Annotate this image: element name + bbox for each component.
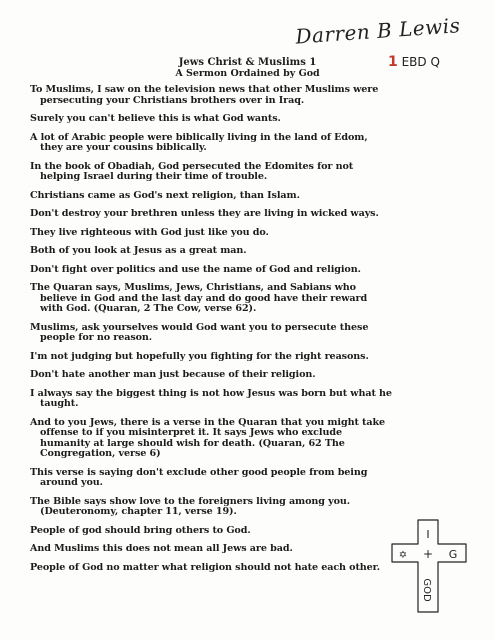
handwritten-signature: Darren B Lewis	[294, 13, 462, 49]
document-code: EBD Q	[401, 55, 440, 69]
paragraph: I always say the biggest thing is not how Jesus was born but what he taught.	[30, 387, 392, 409]
paragraph: Don't hate another man just because of their religion.	[30, 369, 316, 380]
cross-center-plus: +	[422, 547, 434, 561]
paragraph: To Muslims, I saw on the television news that other Muslims were persecuting your Christians brothers over in Iraq.	[30, 84, 379, 106]
document-subtitle: A Sermon Ordained by God	[175, 68, 320, 79]
paragraph: They live righteous with God just like you do.	[30, 226, 269, 238]
paragraph: This verse is saying don't exclude other good people from being around you.	[30, 466, 368, 488]
paragraph: Surely you can't believe this is what God wants.	[30, 113, 281, 124]
paragraph: Both of you look at Jesus as a great man.	[30, 245, 247, 256]
document-header	[0, 57, 495, 79]
paragraph: A lot of Arabic people were biblically living in the land of Edom, they are your cousins biblically.	[30, 131, 368, 153]
paragraph: Muslims, ask yourselves would God want you to persecute these people for no reason.	[30, 321, 369, 343]
paragraph: People of god should bring others to God.	[30, 524, 251, 536]
paragraph: And Muslims this does not mean all Jews are bad.	[30, 543, 293, 554]
document-number: 1	[388, 54, 398, 70]
paragraph: And to you Jews, there is a verse in the Quaran that you might take offense to if you misinterpret it. It says Jews who exclude humanity at large should wish for death. (Quaran, 62 The Congregation, verse 6)	[30, 416, 386, 459]
paragraph: Christians came as God's next religion, than Islam.	[30, 189, 300, 201]
document-title: Jews Christ & Muslims 1	[178, 57, 317, 68]
cross-icon	[390, 518, 470, 614]
cross-top-letter: I	[426, 528, 430, 541]
paragraph: Don't destroy your brethren unless they are living in wicked ways.	[30, 208, 379, 219]
paragraph: The Quaran says, Muslims, Jews, Christians, and Sabians who believe in God and the last day and do good have their reward with God. (Quaran, 2 The Cow, verse 62).	[30, 282, 368, 314]
cross-bottom-word: GOD	[421, 578, 432, 602]
sermon-body	[30, 85, 392, 581]
paragraph: People of God no matter what religion should not hate each other.	[30, 561, 380, 573]
paragraph: In the book of Obadiah, God persecuted the Edomites for not helping Israel during their time of trouble.	[30, 160, 354, 182]
paragraph: I'm not judging but hopefully you fighting for the right reasons.	[30, 350, 369, 362]
paragraph: The Bible says show love to the foreigners living among you. (Deuteronomy, chapter 11, verse 19).	[30, 495, 351, 517]
cross-right-letter: G	[448, 548, 458, 561]
hand-drawn-cross	[390, 518, 470, 614]
star-of-david-icon: ✡	[398, 550, 408, 561]
paragraph: Don't fight over politics and use the name of God and religion.	[30, 263, 361, 275]
